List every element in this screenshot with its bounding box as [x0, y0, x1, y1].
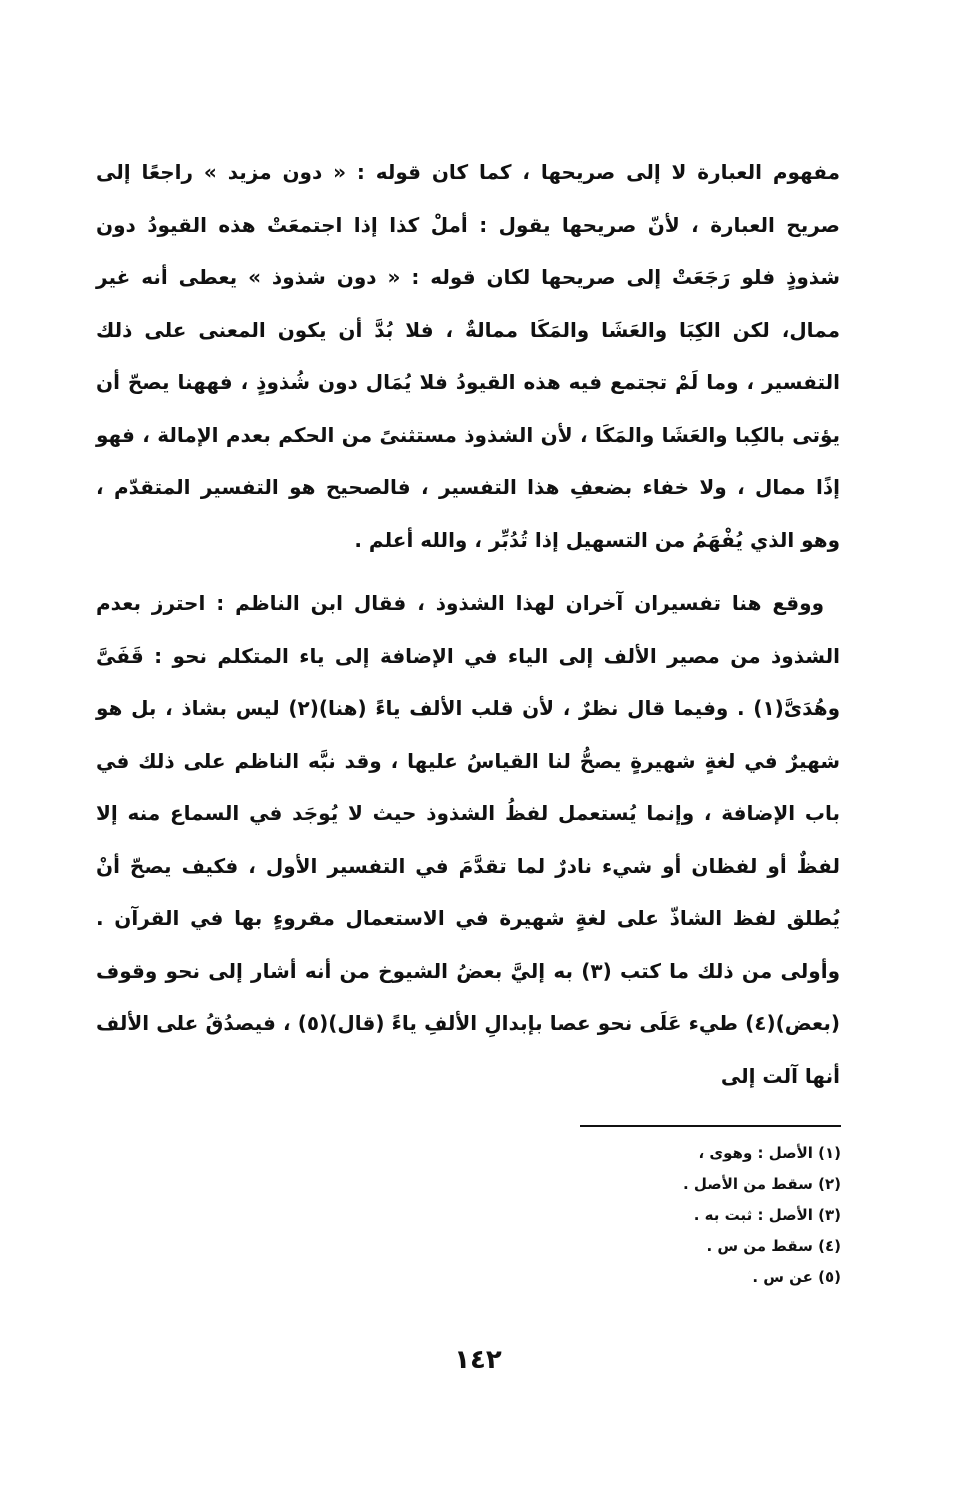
page-number: ١٤٢ — [454, 1345, 502, 1375]
paragraph-2: ووقع هنا تفسيران آخران لهذا الشذوذ ، فقال ابن الناظم : احترز بعدم الشذوذ من مصير الألف إلى الياء في الإضافة إلى ياء المتكلم نحو : قَفَىَّ وهُدَىَّ(١) . وفيما قال نظرٌ ، لأن قلب الألف ياءً (هنا)(٢) ليس بشاذ ، بل هو شهيرٌ في لغةٍ شهيرةٍ يصحُّ لنا القياسُ عليها ، وقد نبَّه الناظم على ذلك في باب الإضافة ، وإنما يُستعمل لفظُ الشذوذ حيث لا يُوجَد في السماع منه إلا لفظٌ أو لفظان أو شيء نادرٌ لما تقدَّمَ في التفسير الأول ، فكيف يصحّ أنْ يُطلق لفظ الشاذّ على لغةٍ شهيرة في الاستعمال مقروءٍ بها في القرآن . وأولى من ذلك ما كتب (٣) به إليَّ بعضُ الشيوخ من أنه أشار إلى نحو وقوف (بعض)(٤) طيء عَلَى نحو عصا بإبدالِ الألفِ ياءً (قال)(٥) ، فيصدُقُ على الألف أنها آلت إلى — [96, 591, 840, 1088]
footnote-3: (٣) الأصل : ثبت به . — [693, 1206, 841, 1224]
paragraph-1: مفهوم العبارة لا إلى صريحها ، كما كان قوله : « دون مزيد » راجعًا إلى صريح العبارة ، لأنّ صريحها يقول : أملْ كذا إذا اجتمعَتْ هذه القيودُ دون شذوذٍ فلو رَجَعَتْ إلى صريحها لكان قوله : « دون شذوذ » يعطى أنه غير ممال، لكن الكِبَا والعَشَا والمَكَا ممالةٌ ، فلا بُدَّ أن يكون المعنى على ذلك التفسير ، وما لَمْ تجتمع فيه هذه القيودُ فلا يُمَال دون شُذوذٍ ، فههنا يصحّ أن يؤتى بالكِبا والعَشَا والمَكَا ، لأن الشذوذ مستثنىً من الحكم بعدم الإمالة ، فهو إذًا ممال ، ولا خفاء بضعفِ هذا التفسير ، فالصحيح هو التفسير المتقدّم ، وهو الذي يُفْهَمُ من التسهيل إذا تُدُبِّر ، والله أعلم . — [96, 160, 840, 552]
main-text — [96, 146, 840, 1102]
footnote-1: (١) الأصل : وهوى ، — [698, 1144, 841, 1162]
footnote-5: (٥) عن س . — [752, 1268, 841, 1286]
footnotes-list — [560, 1138, 841, 1293]
footnote-4: (٤) سقط من س . — [706, 1237, 841, 1255]
footnote-2: (٢) سقط من الأصل . — [682, 1175, 841, 1193]
footnote-divider — [580, 1125, 841, 1127]
